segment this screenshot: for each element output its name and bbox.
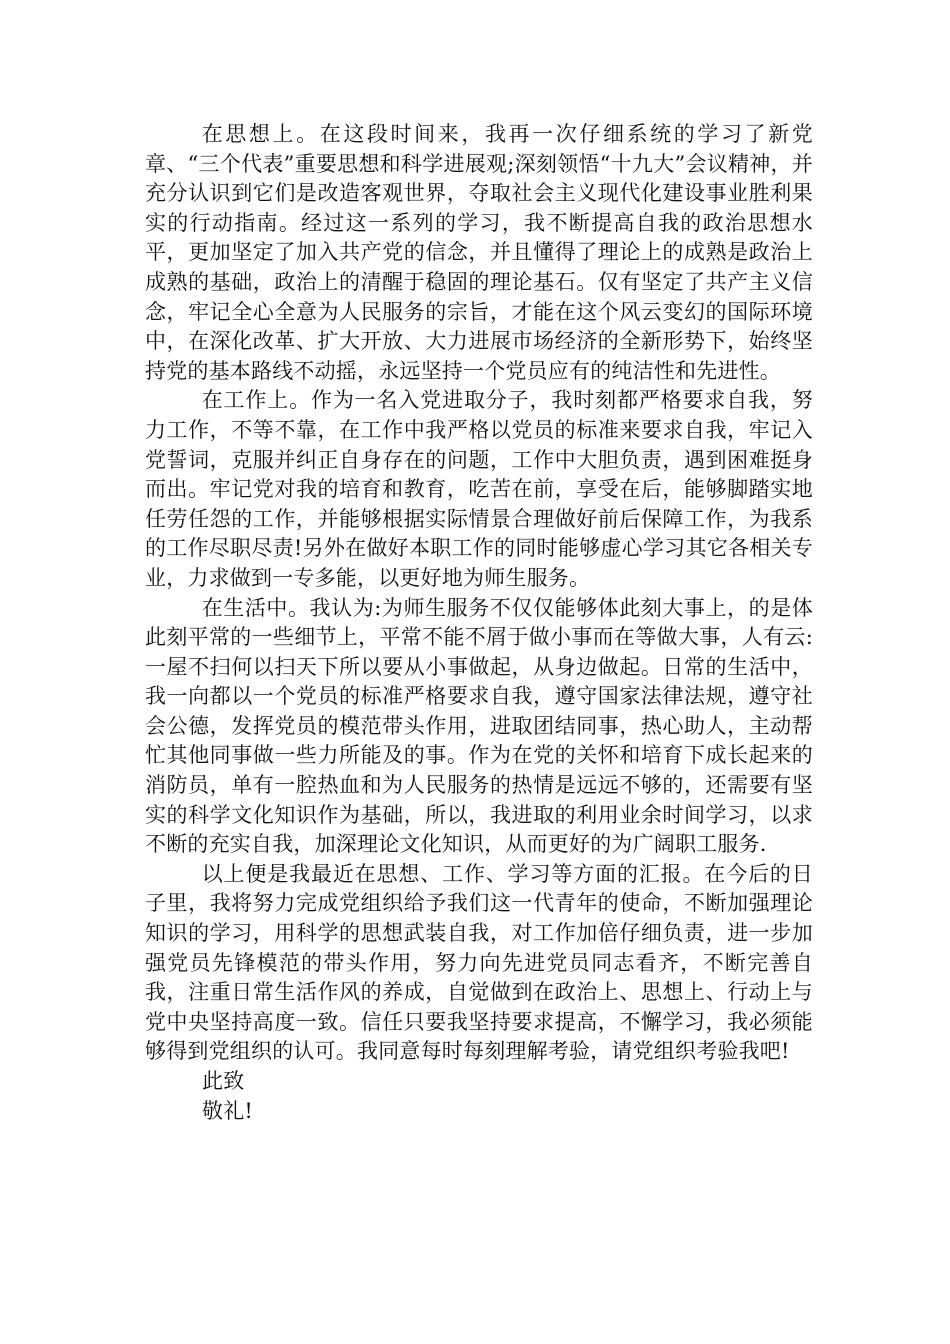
paragraph-thought: 在思想上。在这段时间来，我再一次仔细系统的学习了新党章、“三个代表”重要思想和科学进展观;深刻领悟“十九大”会议精神，并充分认识到它们是改造客观世界，夺取社会主义现代化建设事业胜利果实的行动指南。经过这一系列的学习，我不断提高自我的政治思想水平，更加坚定了加入共产党的信念，并且懂得了理论上的成熟是政治上成熟的基础，政治上的清醒于稳固的理论基石。仅有坚定了共产主义信念，牢记全心全意为人民服务的宗旨，才能在这个风云变幻的国际环境中，在深化改革、扩大开放、大力进展市场经济的全新形势下，始终坚持党的基本路线不动摇，永远坚持一个党员应有的纯洁性和先进性。	[145, 122, 813, 383]
closing-regards: 敬礼!	[202, 1098, 254, 1123]
paragraph-work: 在工作上。作为一名入党进取分子，我时刻都严格要求自我，努力工作，不等不靠，在工作中我严格以党员的标准来要求自我，牢记入党誓词，克服并纠正自身存在的问题，工作中大胆负责，遇到困难挺身而出。牢记党对我的培育和教育，吃苦在前，享受在后，能够脚踏实地任劳任怨的工作，并能够根据实际情景合理做好前后保障工作，为我系的工作尽职尽责!另外在做好本职工作的同时能够虚心学习其它各相关专业，力求做到一专多能，以更好地为师生服务。	[145, 388, 813, 590]
paragraph-summary: 以上便是我最近在思想、工作、学习等方面的汇报。在今后的日子里，我将努力完成党组织给予我们这一代青年的使命，不断加强理论知识的学习，用科学的思想武装自我，对工作加倍仔细负责，进一步加强党员先锋模范的带头作用，努力向先进党员同志看齐，不断完善自我，注重日常生活作风的养成，自觉做到在政治上、思想上、行动上与党中央坚持高度一致。信任只要我坚持要求提高，不懈学习，我必须能够得到党组织的认可。我同意每时每刻理解考验，请党组织考验我吧!	[145, 861, 813, 1064]
closing-salutation: 此致	[202, 1069, 245, 1093]
document-body	[145, 120, 813, 1126]
paragraph-life: 在生活中。我认为:为师生服务不仅仅能够体此刻大事上，的是体此刻平常的一些细节上，平常不能不屑于做小事而在等做大事，人有云:一屋不扫何以扫天下所以要从小事做起，从身边做起。日常的生活中，我一向都以一个党员的标准严格要求自我，遵守国家法律法规，遵守社会公德，发挥党员的模范带头作用，进取团结同事，热心助人，主动帮忙其他同事做一些力所能及的事。作为在党的关怀和培育下成长起来的消防员，单有一腔热血和为人民服务的热情是远远不够的，还需要有坚实的科学文化知识作为基础，所以，我进取的利用业余时间学习，以求不断的充实自我，加深理论文化知识，从而更好的为广阔职工服务.	[145, 595, 813, 857]
